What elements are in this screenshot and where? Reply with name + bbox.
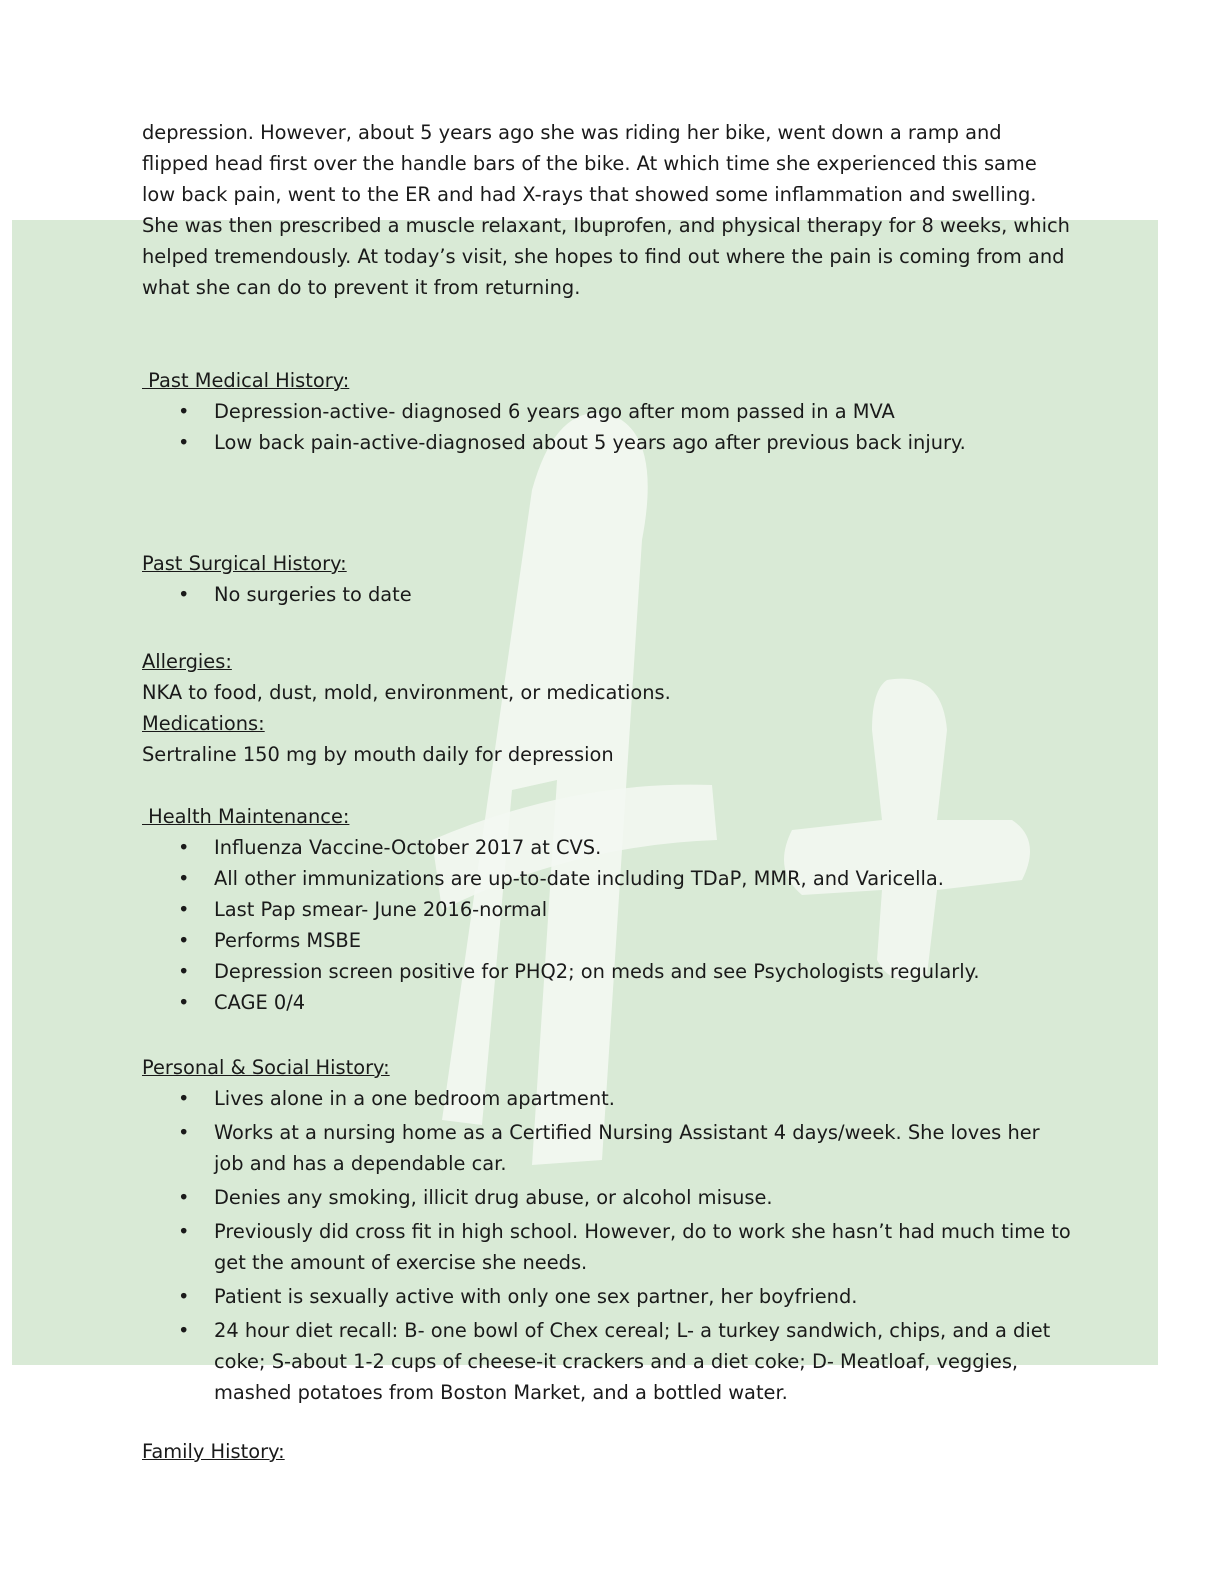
spacer bbox=[142, 610, 1072, 646]
document-body bbox=[142, 117, 1072, 1467]
list-item: • 24 hour diet recall: B- one bowl of Chex cereal; L- a turkey sandwich, chips, and a diet coke; S-about 1-2 cups of cheese-it crackers and a diet coke; D- Meatloaf, veggies, mashed potatoes from Boston Market, and a bottled water. bbox=[142, 1315, 1072, 1408]
health-maintenance-heading: Health Maintenance: bbox=[142, 805, 350, 828]
list-item: • Last Pap smear- June 2016-normal bbox=[142, 894, 1072, 925]
allergies-heading: Allergies: bbox=[142, 650, 232, 673]
spacer bbox=[142, 458, 1072, 520]
past-medical-history-list bbox=[142, 396, 1072, 458]
list-item: • Depression screen positive for PHQ2; on meds and see Psychologists regularly. bbox=[142, 956, 1072, 987]
personal-social-history-list bbox=[142, 1083, 1072, 1408]
past-surgical-history-heading: Past Surgical History: bbox=[142, 552, 347, 575]
list-item: • Influenza Vaccine-October 2017 at CVS. bbox=[142, 832, 1072, 863]
spacer bbox=[142, 1408, 1072, 1436]
allergies-text: NKA to food, dust, mold, environment, or medications. bbox=[142, 681, 671, 704]
health-maintenance-list bbox=[142, 832, 1072, 1018]
intro-paragraph: depression. However, about 5 years ago she was riding her bike, went down a ramp and flipped head first over the handle bars of the bike. At which time she experienced this same low back pain, went to the ER and had X-rays that showed some inflammation and swelling. She was then prescribed a muscle relaxant, Ibuprofen, and physical therapy for 8 weeks, which helped tremendously. At today’s visit, she hopes to find out where the pain is coming from and what she can do to prevent it from returning. bbox=[142, 121, 1070, 299]
list-item: • Works at a nursing home as a Certified Nursing Assistant 4 days/week. She loves her job and has a dependable car. bbox=[142, 1117, 1072, 1179]
list-item: • Patient is sexually active with only one sex partner, her boyfriend. bbox=[142, 1281, 1072, 1312]
personal-social-history-heading: Personal & Social History: bbox=[142, 1056, 390, 1079]
list-item: • Lives alone in a one bedroom apartment. bbox=[142, 1083, 1072, 1114]
list-item: • No surgeries to date bbox=[142, 579, 1072, 610]
medications-text: Sertraline 150 mg by mouth daily for depression bbox=[142, 743, 614, 766]
past-medical-history-heading: Past Medical History: bbox=[142, 369, 350, 392]
spacer bbox=[142, 1018, 1072, 1052]
medications-heading: Medications: bbox=[142, 712, 265, 735]
list-item: • Depression-active- diagnosed 6 years ago after mom passed in a MVA bbox=[142, 396, 1072, 427]
family-history-heading: Family History: bbox=[142, 1440, 285, 1463]
list-item: • Low back pain-active-diagnosed about 5 years ago after previous back injury. bbox=[142, 427, 1072, 458]
spacer bbox=[142, 520, 1072, 548]
list-item: • All other immunizations are up-to-date including TDaP, MMR, and Varicella. bbox=[142, 863, 1072, 894]
list-item: • CAGE 0/4 bbox=[142, 987, 1072, 1018]
list-item: • Previously did cross fit in high school. However, do to work she hasn’t had much time to get the amount of exercise she needs. bbox=[142, 1216, 1072, 1278]
spacer bbox=[142, 770, 1072, 801]
list-item: • Performs MSBE bbox=[142, 925, 1072, 956]
past-surgical-history-list bbox=[142, 579, 1072, 610]
list-item: • Denies any smoking, illicit drug abuse, or alcohol misuse. bbox=[142, 1182, 1072, 1213]
spacer bbox=[142, 303, 1072, 365]
